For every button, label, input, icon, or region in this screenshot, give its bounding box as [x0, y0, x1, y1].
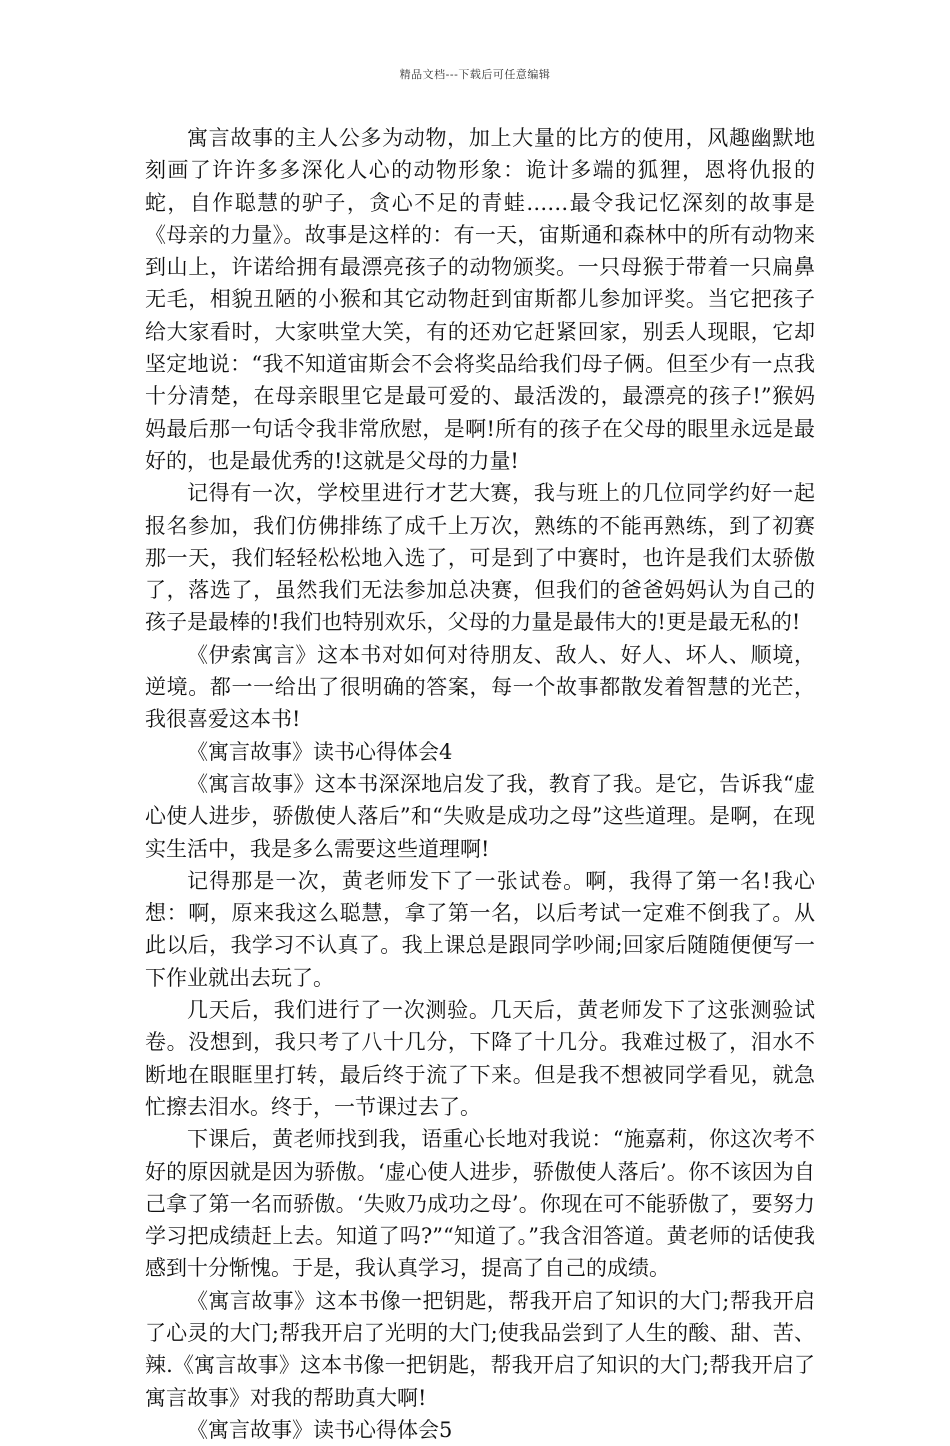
- page-header: 精品文档---下载后可任意编辑: [399, 68, 551, 81]
- section-heading-4: 《寓言故事》读书心得体会4: [187, 739, 453, 764]
- section-heading-5: 《寓言故事》读书心得体会5: [187, 1417, 453, 1442]
- paragraph-4: 《寓言故事》这本书深深地启发了我，教育了我。是它，告诉我“虚心使人进步，骄傲使人落后”和“失败是成功之母”这些道理。是啊，在现实生活中，我是多么需要这些道理啊!: [145, 771, 815, 861]
- paragraph-3: 《伊索寓言》这本书对如何对待朋友、敌人、好人、坏人、顺境，逆境。都一一给出了很明确的答案，每一个故事都散发着智慧的光芒，我很喜爱这本书!: [145, 642, 815, 732]
- paragraph-2: 记得有一次，学校里进行才艺大赛，我与班上的几位同学约好一起报名参加，我们仿佛排练了成千上万次，熟练的不能再熟练，到了初赛那一天，我们轻轻松松地入选了，可是到了中赛时，也许是我们太骄傲了，落选了，虽然我们无法参加总决赛，但我们的爸爸妈妈认为自己的孩子是最棒的!我们也特别欢乐，父母的力量是最伟大的!更是最无私的!: [145, 481, 815, 635]
- document-body: [145, 122, 815, 1446]
- paragraph-6: 几天后，我们进行了一次测验。几天后，黄老师发下了这张测验试卷。没想到，我只考了八十几分，下降了十几分。我难过极了，泪水不断地在眼眶里打转，最后终于流了下来。但是我不想被同学看见，就急忙擦去泪水。终于，一节课过去了。: [145, 998, 815, 1119]
- paragraph-7: 下课后，黄老师找到我，语重心长地对我说：“施嘉莉，你这次考不好的原因就是因为骄傲。‘虚心使人进步，骄傲使人落后’。你不该因为自己拿了第一名而骄傲。‘失败乃成功之母’。你现在可不能骄傲了，要努力学习把成绩赶上去。知道了吗?”“知道了。”我含泪答道。黄老师的话使我感到十分惭愧。于是，我认真学习，提高了自己的成绩。: [145, 1127, 815, 1281]
- paragraph-1: 寓言故事的主人公多为动物，加上大量的比方的使用，风趣幽默地刻画了许许多多深化人心的动物形象：诡计多端的狐狸，恩将仇报的蛇，自作聪慧的驴子，贪心不足的青蛙……最令我记忆深刻的故事是《母亲的力量》。故事是这样的：有一天，宙斯通和森林中的所有动物来到山上，许诺给拥有最漂亮孩子的动物颁奖。一只母猴于带着一只扁鼻无毛，相貌丑陋的小猴和其它动物赶到宙斯都儿参加评奖。当它把孩子给大家看时，大家哄堂大笑，有的还劝它赶紧回家，别丢人现眼，它却坚定地说：“我不知道宙斯会不会将奖品给我们母子俩。但至少有一点我十分清楚，在母亲眼里它是最可爱的、最活泼的，最漂亮的孩子!”猴妈妈最后那一句话令我非常欣慰，是啊!所有的孩子在父母的眼里永远是最好的，也是最优秀的!这就是父母的力量!: [145, 126, 815, 473]
- paragraph-8: 《寓言故事》这本书像一把钥匙，帮我开启了知识的大门;帮我开启了心灵的大门;帮我开启了光明的大门;使我品尝到了人生的酸、甜、苦、辣.《寓言故事》这本书像一把钥匙，帮我开启了知识的大门;帮我开启了寓言故事》对我的帮助真大啊!: [145, 1288, 815, 1410]
- paragraph-5: 记得那是一次，黄老师发下了一张试卷。啊，我得了第一名!我心想：啊，原来我这么聪慧，拿了第一名，以后考试一定难不倒我了。从此以后，我学习不认真了。我上课总是跟同学吵闹;回家后随随便便写一下作业就出去玩了。: [145, 868, 815, 990]
